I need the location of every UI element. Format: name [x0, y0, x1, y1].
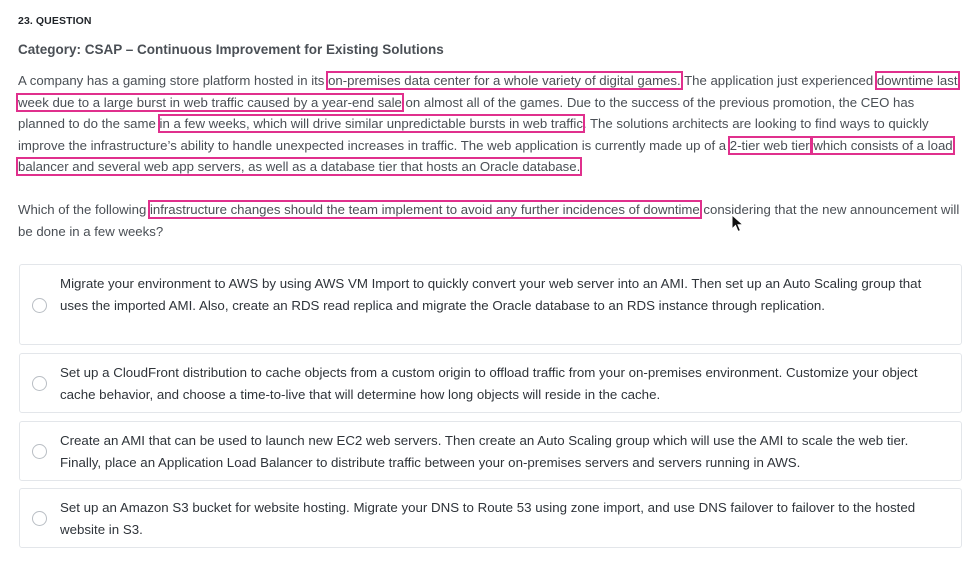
highlight-annotation: downtime last week due to a large burst in web traffic caused by a year-end sale — [18, 73, 958, 110]
radio-button-icon[interactable] — [32, 376, 47, 391]
answer-option-4[interactable] — [19, 488, 962, 548]
answer-option-3[interactable] — [19, 421, 962, 481]
body-text: A company has a gaming store platform hosted in its — [18, 73, 329, 88]
mouse-pointer-icon — [731, 214, 745, 234]
body-text: on almost all of the games. Due to the success of the previous promotion, the CEO has planned to do the same — [18, 94, 915, 132]
question-prompt — [18, 199, 960, 242]
radio-button-icon[interactable] — [32, 444, 47, 459]
highlight-annotation: which consists of a load balancer and several web app servers, as well as a database tier that hosts an Oracle database. — [18, 137, 953, 175]
question-number: 23. QUESTION — [18, 15, 92, 27]
radio-button-icon[interactable] — [32, 298, 47, 313]
highlight-annotation: infrastructure changes should the team implement to avoid any further incidences of downtime — [149, 202, 700, 217]
prompt-text: Which of the following — [18, 202, 150, 217]
question-body — [18, 70, 960, 178]
body-text: The application just experienced — [680, 73, 877, 88]
answer-option-text: Set up a CloudFront distribution to cache objects from a custom origin to offload traffic from your on-premises environment. Customize your object cache behavior, and choose a time-to-live that will determine how long objects will reside in the cache. — [60, 365, 918, 402]
answer-option-text: Set up an Amazon S3 bucket for website hosting. Migrate your DNS to Route 53 using zone import, and use DNS failover to failover to the hosted website in S3. — [60, 500, 916, 537]
answer-option-2[interactable] — [19, 353, 962, 413]
answer-option-text: Create an AMI that can be used to launch new EC2 web servers. Then create an Auto Scaling group which will use the AMI to scale the web tier. Finally, place an Application Load Balancer to distribute traffic between your on-premises servers and servers running in AWS. — [60, 433, 909, 470]
highlight-annotation: on-premises data center for a whole variety of digital games. — [328, 73, 681, 88]
answer-option-1[interactable] — [19, 264, 962, 345]
radio-button-icon[interactable] — [32, 511, 47, 526]
highlight-annotation: 2-tier web tier — [729, 137, 810, 153]
body-text: . The solutions architects are looking to find ways to quickly improve the infrastructure’s ability to handle unexpected increases in traffic. The web application is currently made up of a — [18, 116, 929, 153]
answer-option-text: Migrate your environment to AWS by using AWS VM Import to quickly convert your web server into an AMI. Then set up an Auto Scaling group that uses the imported AMI. Also, create an RDS read replica and migrate the Oracle database to an RDS instance through replication. — [60, 276, 922, 313]
highlight-annotation: in a few weeks, which will drive similar unpredictable bursts in web traffic — [159, 116, 583, 132]
question-category: Category: CSAP – Continuous Improvement for Existing Solutions — [18, 42, 444, 57]
prompt-text: considering that the new announcement will be done in a few weeks? — [18, 202, 960, 239]
